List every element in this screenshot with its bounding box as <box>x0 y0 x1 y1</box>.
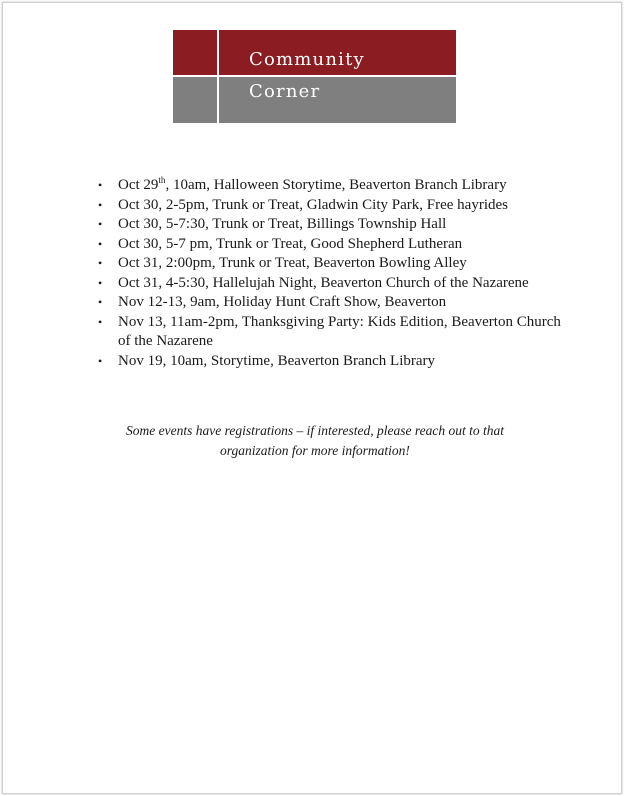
bullet-icon: • <box>98 236 103 251</box>
registration-note <box>93 421 537 461</box>
event-text: Oct 29 <box>118 177 159 193</box>
bullet-icon: • <box>98 275 103 290</box>
event-text-continued: , 10am, Halloween Storytime, Beaverton Branch Library <box>165 177 507 193</box>
event-text: Oct 31, 2:00pm, Trunk or Treat, Beaverton Bowling Alley <box>118 255 467 271</box>
document-page <box>2 2 622 794</box>
note-line-1: Some events have registrations – if interested, please reach out to that <box>126 423 504 438</box>
event-list-item <box>98 254 568 274</box>
event-list-item <box>98 196 568 216</box>
event-list-item <box>98 176 568 196</box>
event-text: Oct 30, 5-7:30, Trunk or Treat, Billings Township Hall <box>118 216 447 232</box>
event-list-item <box>98 274 568 294</box>
note-line-2: organization for more information! <box>220 443 410 458</box>
event-list-item <box>98 313 568 352</box>
events-list <box>98 176 568 371</box>
event-text: Nov 12-13, 9am, Holiday Hunt Craft Show, Beaverton <box>118 294 447 310</box>
ordinal-suffix: th <box>158 175 166 185</box>
event-list-item <box>98 215 568 235</box>
logo-word-community: Community <box>249 49 365 70</box>
bullet-icon: • <box>98 314 103 329</box>
event-text: Nov 13, 11am-2pm, Thanksgiving Party: Kids Edition, Beaverton Church of the Nazarene <box>118 313 561 349</box>
community-corner-logo <box>173 30 456 123</box>
bullet-icon: • <box>98 197 103 212</box>
event-text: Oct 30, 5-7 pm, Trunk or Treat, Good Shepherd Lutheran <box>118 235 463 252</box>
event-list-item <box>98 235 568 255</box>
bullet-icon: • <box>98 353 103 368</box>
logo-word-corner: Corner <box>249 81 321 102</box>
logo-horizontal-divider <box>173 75 456 77</box>
event-text: Oct 30, 2-5pm, Trunk or Treat, Gladwin City Park, Free hayrides <box>118 196 508 213</box>
bullet-icon: • <box>98 256 103 270</box>
event-list-item <box>98 352 568 372</box>
event-list-item <box>98 293 568 313</box>
event-text: Nov 19, 10am, Storytime, Beaverton Branch Library <box>118 352 436 369</box>
bullet-icon: • <box>98 295 103 309</box>
bullet-icon: • <box>98 217 103 231</box>
bullet-icon: • <box>98 178 103 192</box>
event-text: Oct 31, 4-5:30, Hallelujah Night, Beaverton Church of the Nazarene <box>118 274 529 291</box>
